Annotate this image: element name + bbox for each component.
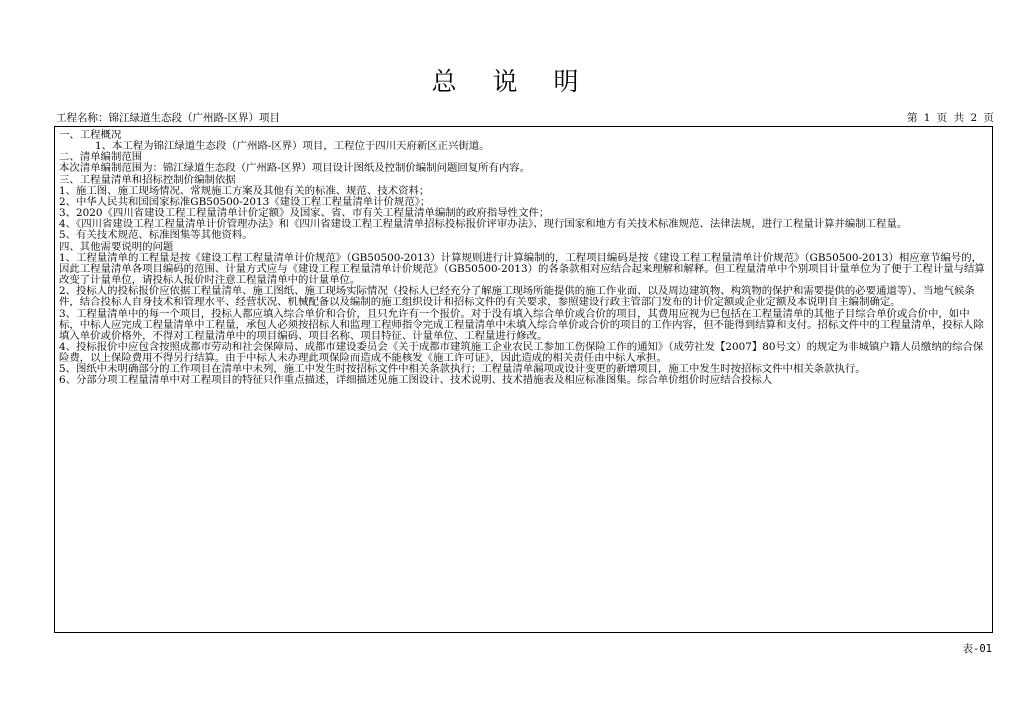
content-line: 2、投标人的投标报价应依据工程量清单、施工图纸、施工现场实际情况（投标人已经充分了解施工现场所能提供的施工作业面、以及周边建筑物、构筑物的保护和需要提供的必要通道等）、当地气候条件，结合投标人自身技术和管理水平、经营状况、机械配备以及编制的施工组织设计和招标文件的有关要求，参照建设行政主管部门发布的计价定额或企业定额及本说明自主编制确定。 <box>59 285 975 309</box>
content-line: 二、清单编制范围 <box>59 151 143 164</box>
content-line: 4、《四川省建设工程工程量清单计价管理办法》和《四川省建设工程工程量清单招标投标报价评审办法》、现行国家和地方有关技术标准规范、法律法规，进行工程量计算并编制工程量。 <box>59 218 908 231</box>
content-box <box>54 126 993 633</box>
content-line: 5、有关技术规范、标准图集等其他资料。 <box>59 229 253 242</box>
content-line: 四、其他需要说明的问题 <box>59 240 174 253</box>
content-line: 4、投标报价中应包含按照成都市劳动和社会保障局、成都市建设委员会《关于成都市建筑施工企业农民工参加工伤保险工作的通知》（成劳社发【2007】80号文）的规定为非城镇户籍人员缴纳的综合保险费，以上保险费用不得另行结算。由于中标人未办理此项保险而造成不能核发《施工许可证》，因此造成的相关责任由中标人承担。 <box>59 340 984 365</box>
content-line: 3、工程量清单中的每一个项目，投标人都应填入综合单价和合价，且只允许有一个报价。对于没有填入综合单价或合价的项目，其费用应视为已包括在工程量清单的其他子目综合单价或合价中，如中标，中标人应完成工程量清单中工程量，承包人必须按招标人和监理工程师指令完成工程量清单中未填入综合单价或合价的项目的工作内容，但不能得到结算和支付。招标文件中的工程量清单，投标人除填入单价或价格外，不得对工程量清单中的项目编码、项目名称、项目特征、计量单位、工程量进行修改。 <box>59 307 984 342</box>
content-line: 6、分部分项工程量清单中对工程项目的特征只作重点描述，详细描述见施工图设计、技术说明、技术措施表及相应标准图集。综合单价组价时应结合投标人 <box>59 374 773 387</box>
content-line: 1、本工程为锦江绿道生态段（广州路-区界）项目，工程位于四川天府新区正兴街道。 <box>95 140 490 153</box>
header-row <box>56 111 994 125</box>
content-line: 三、工程量清单和招标控制价编制依据 <box>59 173 236 186</box>
content-line: 一、工程概况 <box>59 129 122 141</box>
content-line: 3、2020《四川省建设工程工程量清单计价定额》及国家、省、市有关工程量清单编制的政府指导性文件； <box>59 207 550 220</box>
content-text <box>55 127 992 387</box>
page-info: 第 1 页 共 2 页 <box>906 112 994 124</box>
project-name: 工程名称：锦江绿道生态段（广州路-区界）项目 <box>56 112 281 124</box>
content-line: 本次清单编制范围为：锦江绿道生态段（广州路-区界）项目设计图纸及控制价编制问题回复所有内容。 <box>59 162 531 175</box>
form-number: 表-01 <box>962 643 992 655</box>
content-line: 2、中华人民共和国国家标准GB50500-2013《建设工程工程量清单计价规范》； <box>59 195 431 208</box>
content-line: 1、施工图、施工现场情况、常规施工方案及其他有关的标准、规范、技术资料； <box>59 184 430 197</box>
content-line: 5、图纸中未明确部分的工作项目在清单中未列，施工中发生时按招标文件中相关条款执行；工程量清单漏项或设计变更的新增项目，施工中发生时按招标文件中相关条款执行。 <box>59 363 866 376</box>
page-title: 总 说 明 <box>431 67 593 96</box>
content-line: 1、工程量清单的工程量是按《建设工程工程量清单计价规范》（GB50500-2013）计算规则进行计算编制的，工程项目编码是按《建设工程工程量清单计价规范》（GB50500-2013）相应章节编号的，因此工程量清单各项目编码的范围、计量方式应与《建设工程工程量清单计价规范》（GB50500-2013）的各条款相对应结合起来理解和解释。但工程量清单中个别项目计量单位为了便于工程计量与结算改变了计量单位，请投标人报价时注意工程量清单中的计量单位。 <box>59 251 985 287</box>
